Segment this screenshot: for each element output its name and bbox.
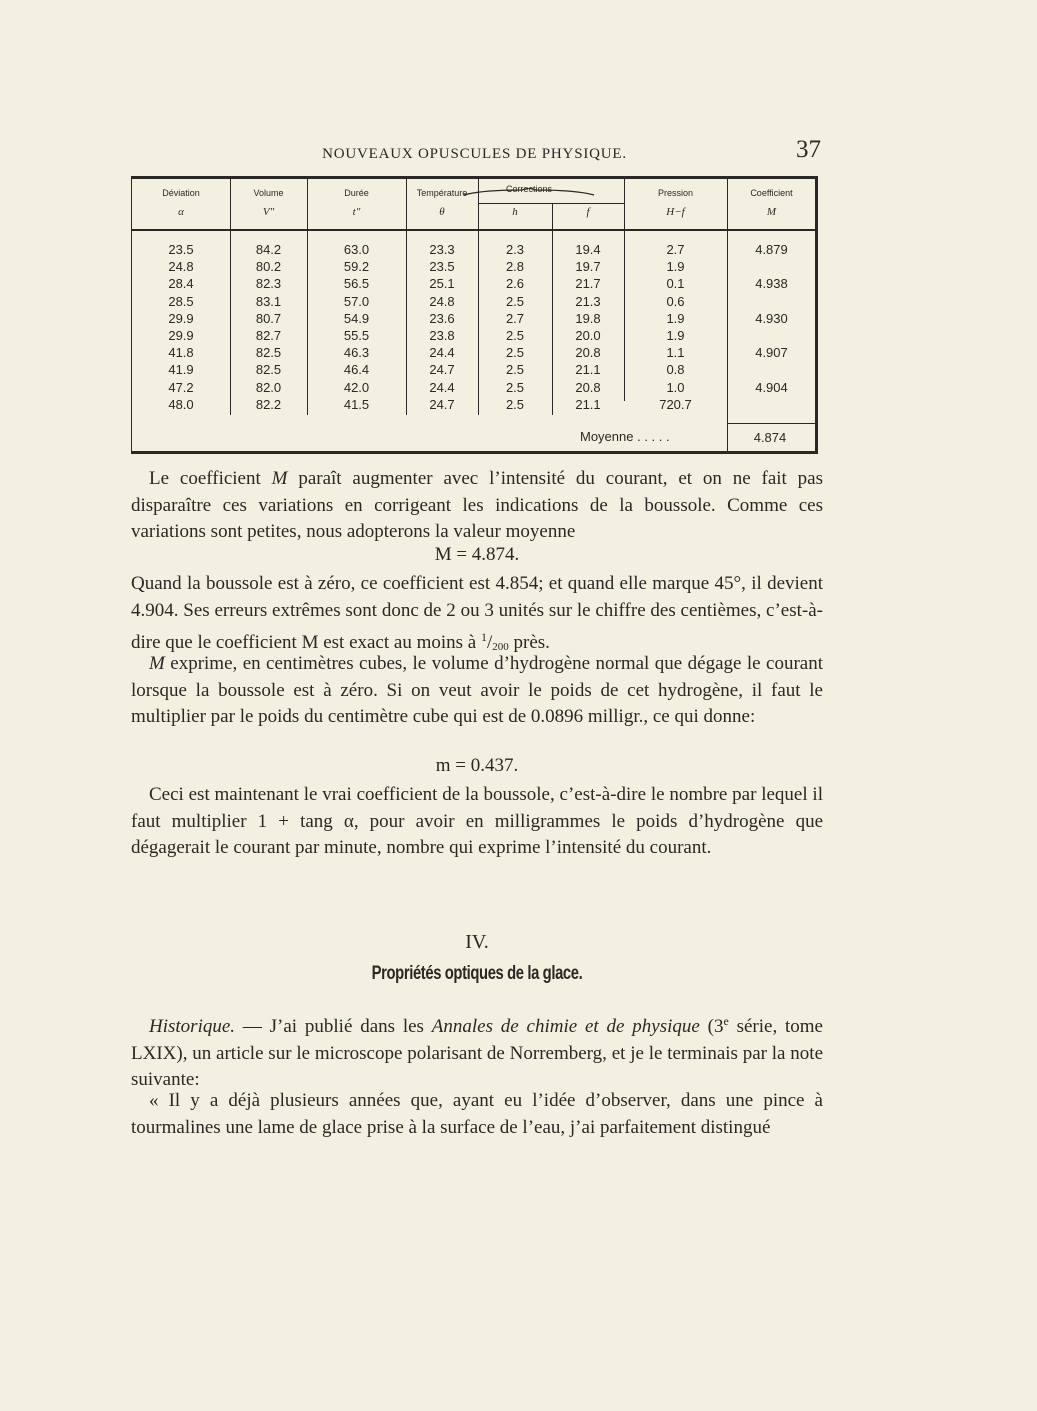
table-cell: 47.2 — [168, 379, 194, 395]
column-header-label: Durée — [344, 188, 369, 198]
column-header-symbol: V″ — [262, 206, 275, 218]
table-cell: 41.8 — [168, 345, 194, 361]
table-cell: 56.5 — [343, 276, 370, 292]
table-cell: 41.9 — [168, 362, 194, 378]
table-cell: 0.1 — [666, 276, 685, 292]
section-title: Propriétés optiques de la glace. — [371, 963, 583, 984]
data-table — [131, 176, 818, 454]
p3-symbol: M — [149, 653, 165, 674]
table-cell: 41.5 — [343, 396, 370, 412]
table-cell: 80.2 — [255, 259, 282, 275]
table-cell: 82.2 — [255, 396, 282, 412]
column-header-symbol: H−f — [666, 206, 685, 218]
table-cell: 82.0 — [255, 379, 282, 395]
footer-value: 4.874 — [753, 430, 787, 445]
fraction-denominator: 200 — [492, 641, 509, 654]
table-cell: 2.7 — [666, 242, 685, 257]
table-cell: 2.5 — [505, 345, 525, 361]
column-header-symbol: θ — [439, 206, 445, 218]
table-cell: 24.4 — [429, 379, 455, 395]
p5-text-a: — J’ai publié dans les — [235, 1016, 432, 1037]
section-number: IV. — [465, 931, 489, 953]
table-cell: 2.5 — [505, 379, 525, 395]
table-cell: 63.0 — [343, 242, 370, 257]
table-cell: 1.9 — [666, 310, 685, 326]
table-cell: 2.5 — [505, 293, 525, 309]
table-cell: 25.1 — [429, 276, 455, 292]
table-cell: 24.4 — [429, 345, 455, 361]
paragraph-5: Historique. — J’ai publié dans les Annales de chimie et de physique (3e série, tome LXIX), un article sur le microscope polarisant de Norremberg, et je le terminais par la note suivante: — [131, 1014, 823, 1091]
table-cell: 24.8 — [429, 293, 455, 309]
corrections-rule — [478, 203, 624, 204]
table-cell: 55.5 — [343, 328, 370, 343]
paragraph-4: Ceci est maintenant le vrai coefficient de la boussole, c’est-à-dire le nombre par lequel il faut multiplier 1 + tang α, pour avoir en milligrammes le poids d’hydrogène que dégagerait le courant par minute, nombre qui exprime l’intensité du courant. — [131, 784, 823, 859]
table-cell: 23.3 — [429, 242, 455, 257]
paragraph-3: M exprime, en centimètres cubes, le volume d’hydrogène normal que dégage le courant lorsque la boussole est à zéro. Si on veut avoir le poids de cet hydrogène, il faut le multiplier par le poids du centimètre cube qui est de 0.0896 milligr., ce qui donne: — [131, 653, 823, 728]
table-cell: 28.5 — [168, 293, 194, 309]
table-cell: 4.930 — [755, 310, 788, 326]
table-cell: 19.7 — [575, 259, 601, 275]
table-cell: 84.2 — [255, 242, 282, 257]
p5-lead: Historique. — [149, 1016, 236, 1037]
table-cell: 83.1 — [255, 293, 282, 309]
column-header-symbol: f — [586, 206, 590, 218]
table-cell: 21.1 — [575, 362, 601, 378]
fraction-numerator: 1 — [480, 630, 487, 645]
table-cell: 82.5 — [255, 345, 282, 361]
table-cell: 21.3 — [575, 293, 601, 309]
table-cell: 57.0 — [343, 293, 370, 309]
table-cell: 23.5 — [168, 242, 194, 257]
table-cell: 21.7 — [575, 276, 601, 292]
table-cell: 20.8 — [575, 345, 601, 361]
table-cell: 54.9 — [343, 310, 370, 326]
column-header-label: Température — [416, 188, 468, 198]
table-cell: 24.7 — [429, 362, 455, 378]
page-number: 37 — [796, 136, 821, 163]
table-cell: 46.3 — [343, 345, 370, 361]
table-cell: 23.8 — [429, 328, 455, 343]
table-cell: 1.1 — [666, 345, 685, 361]
p5-journal: Annales de chimie et de physique — [431, 1016, 700, 1037]
running-head — [130, 136, 821, 166]
p2-text-b: près. — [513, 632, 550, 654]
table-cell: 28.4 — [168, 276, 194, 292]
table-cell: 1.9 — [666, 259, 685, 275]
table-cell: 4.938 — [755, 276, 788, 292]
p2-text-a: Quand la boussole est à zéro, ce coefficient est 4.854; et quand elle marque 45°, il devient 4.904. Ses erreurs extrêmes sont donc de 2 ou 3 unités sur le chiffre des centièmes, c’est-à-dire que le coefficient M est exact au moins à — [131, 573, 823, 654]
table-cell: 46.4 — [343, 362, 370, 378]
table-cell: 2.5 — [505, 362, 525, 378]
p5-series-num: 3 — [713, 1016, 724, 1037]
equation-M: M = 4.874. — [434, 544, 520, 565]
table-cell: 19.4 — [575, 242, 601, 257]
table-cell: 2.6 — [505, 276, 525, 292]
table-cell: 80.7 — [255, 310, 282, 326]
table-cell: 82.5 — [255, 362, 282, 378]
table-cell: 19.8 — [575, 310, 601, 326]
column-header-label: Pression — [657, 188, 693, 198]
column-header-label: Volume — [253, 188, 284, 198]
running-title: NOUVEAUX OPUSCULES DE PHYSIQUE. — [322, 146, 627, 162]
table-cell: 59.2 — [343, 259, 370, 275]
column-header-symbol: t″ — [352, 206, 361, 218]
table-cell: 1.0 — [666, 379, 685, 395]
column-header-label: Déviation — [162, 188, 200, 198]
table-cell: 82.3 — [255, 276, 282, 292]
corrections-header: Corrections — [505, 184, 552, 194]
table-cell: 4.879 — [755, 242, 788, 257]
table-cell: 82.7 — [255, 328, 282, 343]
paragraph-2: Quand la boussole est à zéro, ce coefficient est 4.854; et quand elle marque 45°, il devient 4.904. Ses erreurs extrêmes sont donc de 2 ou 3 unités sur le chiffre des centièmes, c’est-à-dire que le coefficient M est exact au moins à $^1$/200 près. — [131, 573, 823, 654]
table-cell: 29.9 — [168, 328, 194, 343]
table-cell: 2.5 — [505, 396, 525, 412]
column-header-label: Coefficient — [750, 188, 793, 198]
table-cell: 2.7 — [505, 310, 525, 326]
table-cell: 24.7 — [429, 396, 455, 412]
table-cell: 2.8 — [505, 259, 525, 275]
header-rule — [132, 229, 816, 231]
table-cell: 29.9 — [168, 310, 194, 326]
table-cell: 0.8 — [666, 362, 685, 378]
table-cell: 20.0 — [575, 328, 601, 343]
table-cell: 23.6 — [429, 310, 455, 326]
table-cell: 4.907 — [755, 345, 788, 361]
table-cell: 720.7 — [659, 396, 692, 412]
table-cell: 4.904 — [755, 379, 788, 395]
column-header-symbol: h — [512, 206, 518, 218]
moyenne-rule — [727, 423, 816, 424]
table-cell: 20.8 — [575, 379, 601, 395]
table-cell: 2.3 — [505, 242, 525, 257]
table-cell: 48.0 — [168, 396, 194, 412]
column-header-symbol: α — [178, 206, 184, 218]
paragraph-1: Le coefficient M paraît augmenter avec l’intensité du courant, et on ne fait pas disparaître ces variations en corrigeant les indications de la boussole. Comme ces variations sont petites, nous adopterons la valeur moyenne — [131, 468, 824, 543]
p5-text-b: série, tome LXIX), un article sur le microscope polarisant de Norremberg, et je le terminais par la note suivante: — [131, 1016, 823, 1091]
paragraph-6: « Il y a déjà plusieurs années que, ayant eu l’idée d’observer, dans une pince à tourmalines une lame de glace prise à la surface de l’eau, j’ai parfaitement distingué — [131, 1090, 823, 1138]
p5-series-sup: e — [723, 1014, 729, 1028]
table-cell: 24.8 — [168, 259, 194, 275]
p1-text: paraît augmenter avec l’intensité du courant, et on ne fait pas disparaître ces variations en corrigeant les indications de la boussole. Comme ces variations sont petites, nous adopterons la valeur moyenne — [131, 468, 824, 543]
footer-label: Moyenne . . . . . — [580, 429, 670, 444]
table-cell: 23.5 — [429, 259, 455, 275]
column-header-symbol: M — [766, 206, 777, 218]
table-cell: 0.6 — [666, 293, 685, 309]
equation-m: m = 0.437. — [435, 755, 519, 776]
table-cell: 42.0 — [343, 379, 370, 395]
table-cell: 21.1 — [575, 396, 601, 412]
table-cell: 1.9 — [666, 328, 685, 343]
table-cell: 2.5 — [505, 328, 525, 343]
